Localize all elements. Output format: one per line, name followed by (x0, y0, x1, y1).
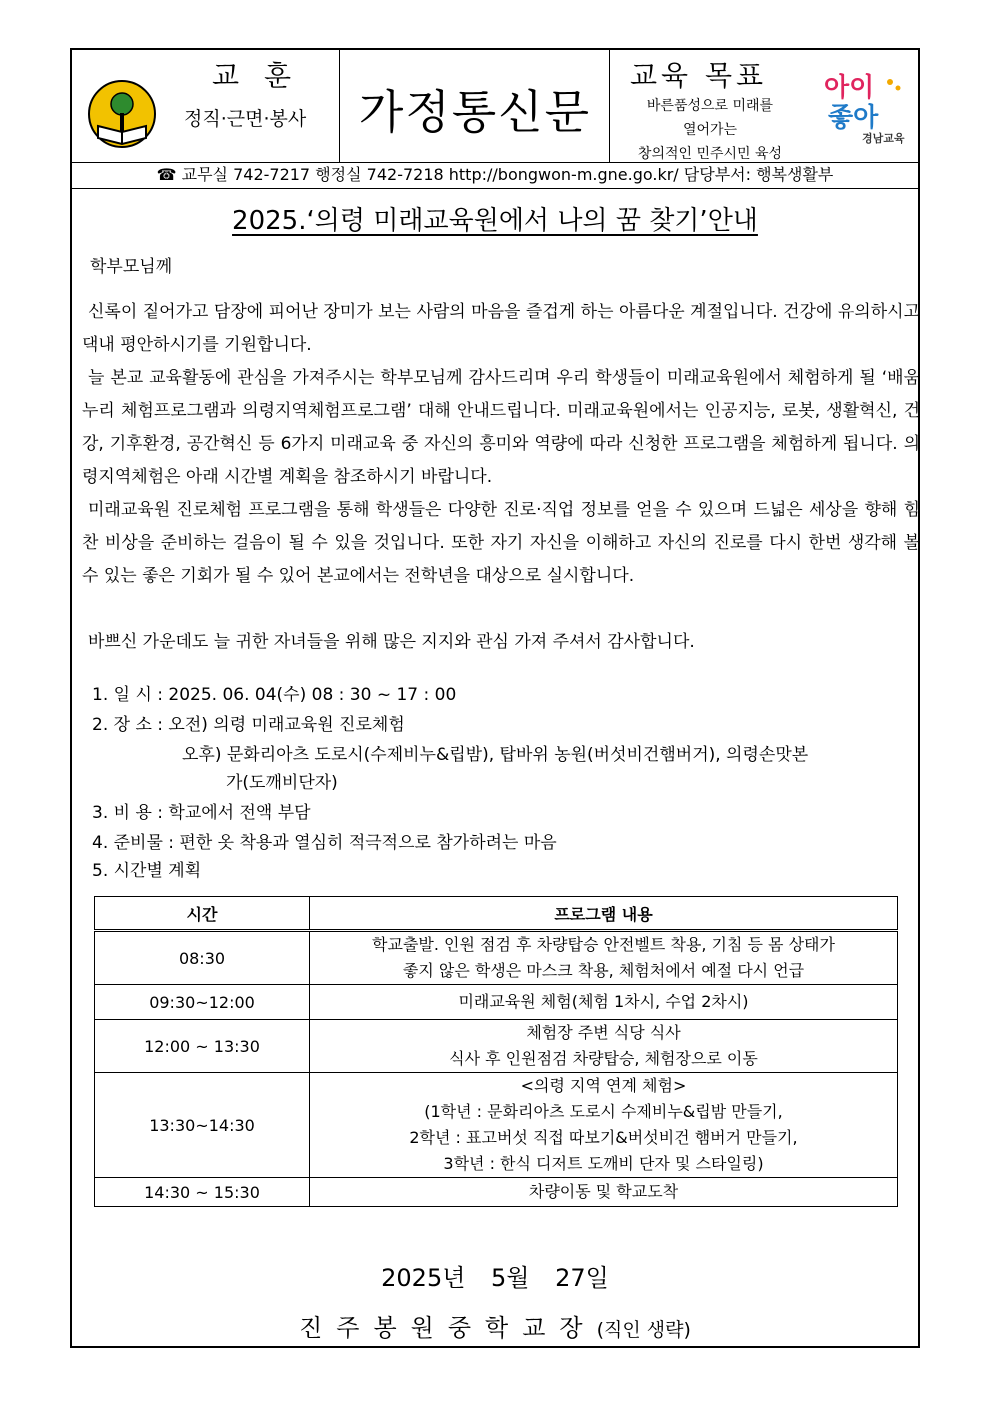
program-line: 학교출발. 인원 점검 후 차량탑승 안전벨트 착용, 기침 등 몸 상태가 (372, 935, 835, 954)
program-line: 체험장 주변 식당 식사 (526, 1023, 681, 1042)
item-date: 1. 일 시 : 2025. 06. 04(수) 08 : 30 ~ 17 : 00 (92, 685, 457, 705)
paragraph: 바쁘신 가운데도 늘 귀한 자녀들을 위해 많은 지지와 관심 가져 주셔서 감사합니다. (88, 632, 695, 652)
item-prep: 4. 준비물 : 편한 옷 착용과 열심히 적극적으로 참가하려는 마음 (92, 833, 557, 853)
goal-title: 교육 목표 (630, 59, 768, 92)
greeting: 학부모님께 (90, 257, 173, 277)
document-title-text: 2025.‘의령 미래교육원에서 나의 꿈 찾기’안내 (232, 206, 758, 236)
column-header-program: 프로그램 내용 (310, 897, 898, 931)
time-cell: 09:30~12:00 (95, 985, 310, 1020)
principal-signature (72, 1308, 918, 1343)
goal-text (610, 94, 810, 166)
seal-note: (직인 생략) (596, 1319, 691, 1341)
program-line: 3학년 : 한식 디저트 도깨비 단자 및 스타일링) (443, 1154, 764, 1173)
school-motto-cell (72, 50, 340, 162)
gyeongnam-education-logo (818, 66, 910, 146)
table-row (95, 931, 898, 985)
program-cell (310, 1073, 898, 1178)
newsletter-title-cell (340, 50, 610, 162)
item-schedule: 5. 시간별 계획 (92, 861, 202, 881)
item-cost: 3. 비 용 : 학교에서 전액 부담 (92, 803, 311, 823)
table-row (95, 1178, 898, 1207)
program-cell (310, 931, 898, 985)
table-row (95, 985, 898, 1020)
program-line: 좋지 않은 학생은 마스크 착용, 체험처에서 예절 다시 언급 (402, 961, 805, 980)
paragraph: 늘 본교 교육활동에 관심을 가져주시는 학부모님께 감사드리며 우리 학생들이 미래교육원에서 체험하게 될 ‘배움누리 체험프로그램과 의령지역체험프로그램’ 대해 안내드립니다. 미래교육원에서는 인공지능, 로봇, 생활혁신, 건강, 기후환경, 공간혁신 등 6가지 미래교육 중 자신의 흥미와 역량에 따라 신청한 프로그램을 체험하게 됩니다. 의령지역체험은 아래 시간별 계획을 참조하시기 바랍니다. (82, 368, 920, 487)
item-place-am: 2. 장 소 : 오전) 의령 미래교육원 진로체험 (92, 715, 405, 735)
goal-line: 바른품성으로 미래를 (646, 98, 774, 114)
column-header-time: 시간 (95, 897, 310, 931)
time-cell: 12:00 ~ 13:30 (95, 1020, 310, 1073)
paragraph: 신록이 짙어가고 담장에 피어난 장미가 보는 사람의 마음을 즐겁게 하는 아름다운 계절입니다. 건강에 유의하시고 댁내 평안하시기를 기원합니다. (82, 302, 920, 355)
education-goal-cell (610, 50, 918, 162)
motto-text: 정직·근면·봉사 (184, 108, 307, 130)
contact-line: ☎ 교무실 742-7217 행정실 742-7218 http://bongwon-m.gne.go.kr/ 담당부서: 행복생활부 (72, 162, 918, 189)
program-line: 미래교육원 체험(체험 1차시, 수업 2차시) (458, 992, 749, 1011)
program-line: <의령 지역 연계 체험> (520, 1076, 687, 1095)
table-header-row (95, 897, 898, 931)
goal-line: 열어가는 (682, 122, 738, 138)
time-cell: 08:30 (95, 931, 310, 985)
goal-line: 창의적인 민주시민 육성 (637, 146, 783, 162)
school-emblem-icon (86, 80, 158, 150)
newsletter-frame (70, 48, 920, 1348)
logo-text-sub: 경남교육 (862, 132, 905, 145)
newsletter-title: 가정통신문 (358, 85, 592, 139)
paragraph: 미래교육원 진로체험 프로그램을 통해 학생들은 다양한 진로·직업 정보를 얻을 수 있으며 드넓은 세상을 향해 힘찬 비상을 준비하는 걸음이 될 수 있을 것입니다. 또한 자기 자신을 이해하고 자신의 진로를 다시 한번 생각해 볼 수 있는 좋은 기회가 될 수 있어 본교에서는 전학년을 대상으로 실시합니다. (82, 500, 920, 586)
program-line: 차량이동 및 학교도착 (528, 1182, 679, 1201)
time-cell: 14:30 ~ 15:30 (95, 1178, 310, 1207)
logo-text-mid: 좋아 (828, 103, 879, 133)
item-place-pm: 오후) 문화리아츠 도로시(수제비누&립밤), 탑바위 농원(버섯비건햄버거), 의령손맛본 (182, 745, 809, 765)
principal-name: 진주봉원중학교장 (299, 1314, 597, 1342)
program-line: (1학년 : 문화리아츠 도로시 수제비누&립밤 만들기, (424, 1102, 783, 1121)
document-title (72, 200, 918, 237)
table-row (95, 1073, 898, 1178)
program-line: 2학년 : 표고버섯 직접 따보기&버섯비건 햄버거 만들기, (409, 1128, 798, 1147)
logo-text-top: 아이 (824, 73, 875, 103)
program-cell (310, 985, 898, 1020)
schedule-table (94, 896, 898, 1207)
program-cell (310, 1020, 898, 1073)
time-cell: 13:30~14:30 (95, 1073, 310, 1178)
program-line: 식사 후 인원점검 차량탑승, 체험장으로 이동 (449, 1049, 758, 1068)
program-cell (310, 1178, 898, 1207)
issue-date: 2025년 5월 27일 (381, 1264, 609, 1292)
table-row (95, 1020, 898, 1073)
item-place-pm-cont: 가(도깨비단자) (226, 773, 338, 793)
newsletter-header (72, 50, 918, 163)
motto-title: 교 훈 (212, 59, 299, 92)
